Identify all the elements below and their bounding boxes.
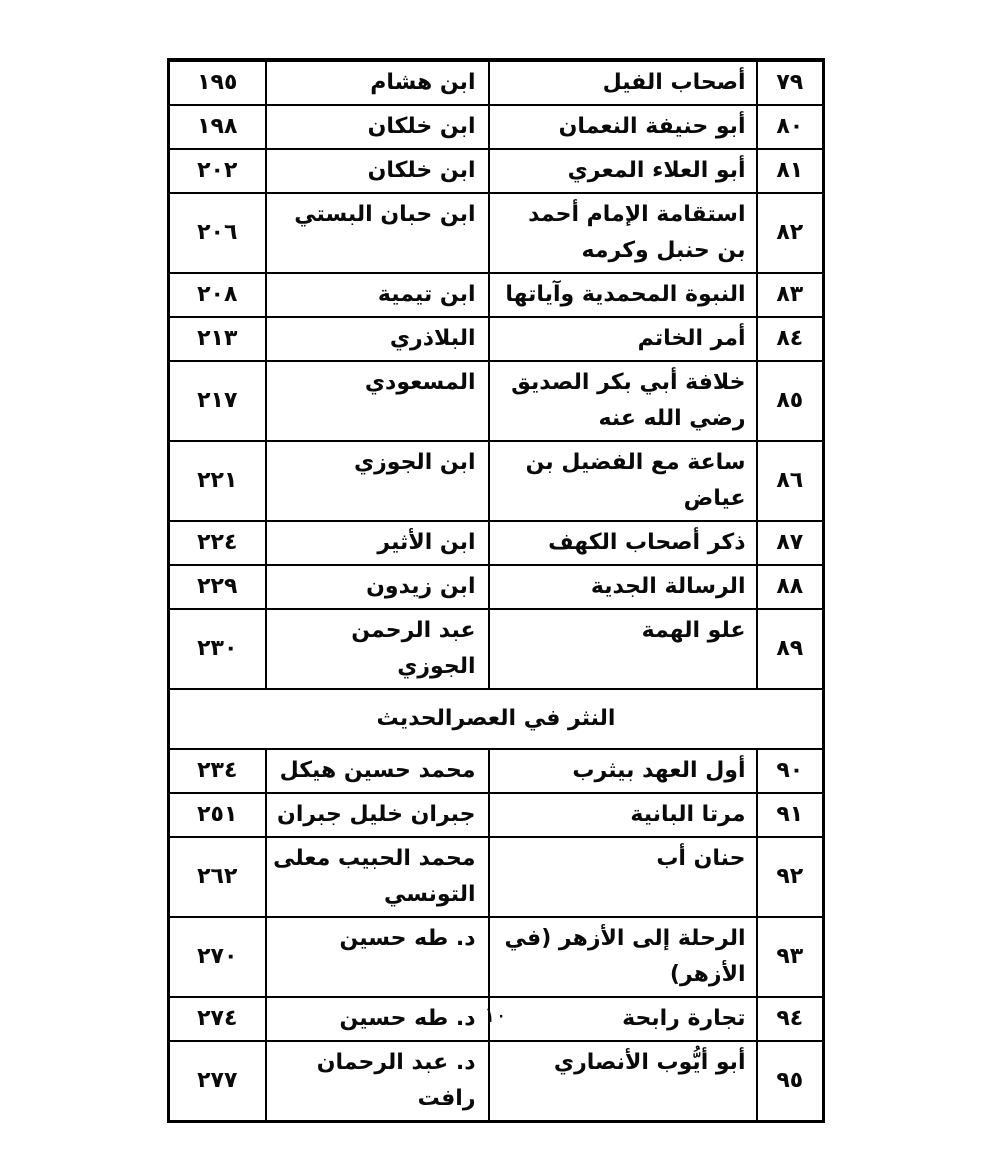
entry-author: المسعودي [266, 361, 489, 441]
entry-page-number: ٢٠٦ [169, 193, 266, 273]
toc-table-body [169, 60, 824, 1122]
entry-title: الرحلة إلى الأزهر (في الأزهر) [489, 917, 757, 997]
entry-author: ابن الأثير [266, 521, 489, 565]
table-row [169, 917, 824, 997]
entry-page-number: ١٩٥ [169, 60, 266, 105]
table-row [169, 441, 824, 521]
entry-page-number: ١٩٨ [169, 105, 266, 149]
entry-page-number: ٢٢٤ [169, 521, 266, 565]
entry-title: مرتا البانية [489, 793, 757, 837]
entry-page-number: ٢٣٤ [169, 749, 266, 793]
entry-author: محمد حسين هيكل [266, 749, 489, 793]
row-number: ٨٢ [757, 193, 824, 273]
entry-author: ابن خلكان [266, 105, 489, 149]
entry-author: البلاذري [266, 317, 489, 361]
table-row [169, 60, 824, 105]
row-number: ٩٠ [757, 749, 824, 793]
entry-author: د. طه حسين [266, 917, 489, 997]
table-row [169, 565, 824, 609]
table-row [169, 317, 824, 361]
table-row [169, 105, 824, 149]
entry-author: محمد الحبيب معلى التونسي [266, 837, 489, 917]
entry-page-number: ٢٧٧ [169, 1041, 266, 1122]
row-number: ٨٧ [757, 521, 824, 565]
table-row [169, 149, 824, 193]
entry-page-number: ٢٦٢ [169, 837, 266, 917]
row-number: ٨٤ [757, 317, 824, 361]
table-row [169, 749, 824, 793]
entry-title: علو الهمة [489, 609, 757, 689]
row-number: ٨٣ [757, 273, 824, 317]
entry-page-number: ٢٠٨ [169, 273, 266, 317]
row-number: ٨٦ [757, 441, 824, 521]
entry-author: ابن تيمية [266, 273, 489, 317]
table-row [169, 361, 824, 441]
table-row [169, 1041, 824, 1122]
entry-page-number: ٢٢٩ [169, 565, 266, 609]
entry-title: أبو أيُّوب الأنصاري [489, 1041, 757, 1122]
row-number: ٨٥ [757, 361, 824, 441]
table-row [169, 273, 824, 317]
entry-author: ابن هشام [266, 60, 489, 105]
page-number: ١٠ [484, 1003, 507, 1027]
table-row [169, 793, 824, 837]
table-of-contents [167, 58, 825, 1123]
entry-page-number: ٢٣٠ [169, 609, 266, 689]
entry-title: تجارة رابحة [489, 997, 757, 1041]
row-number: ٩١ [757, 793, 824, 837]
entry-page-number: ٢٧٠ [169, 917, 266, 997]
entry-title: خلافة أبي بكر الصديق رضي الله عنه [489, 361, 757, 441]
row-number: ٨١ [757, 149, 824, 193]
table-row [169, 521, 824, 565]
entry-author: عبد الرحمن الجوزي [266, 609, 489, 689]
entry-author: د. عبد الرحمان رافت [266, 1041, 489, 1122]
table-row [169, 193, 824, 273]
entry-title: حنان أب [489, 837, 757, 917]
entry-author: ابن حبان البستي [266, 193, 489, 273]
row-number: ٩٢ [757, 837, 824, 917]
row-number: ٩٤ [757, 997, 824, 1041]
entry-title: استقامة الإمام أحمد بن حنبل وكرمه [489, 193, 757, 273]
entry-title: أبو العلاء المعري [489, 149, 757, 193]
entry-author: ابن خلكان [266, 149, 489, 193]
row-number: ٩٣ [757, 917, 824, 997]
row-number: ٧٩ [757, 60, 824, 105]
table-row [169, 837, 824, 917]
entry-author: د. طه حسين [266, 997, 489, 1041]
section-heading-row [169, 689, 824, 749]
entry-page-number: ٢٢١ [169, 441, 266, 521]
entry-title: أبو حنيفة النعمان [489, 105, 757, 149]
section-heading: النثر في العصرالحديث [169, 689, 824, 749]
entry-page-number: ٢٥١ [169, 793, 266, 837]
table-row [169, 609, 824, 689]
entry-title: الرسالة الجدية [489, 565, 757, 609]
entry-title: ذكر أصحاب الكهف [489, 521, 757, 565]
entry-title: أول العهد بيثرب [489, 749, 757, 793]
entry-author: ابن الجوزي [266, 441, 489, 521]
entry-page-number: ٢١٣ [169, 317, 266, 361]
entry-title: أصحاب الفيل [489, 60, 757, 105]
row-number: ٩٥ [757, 1041, 824, 1122]
entry-title: ساعة مع الفضيل بن عياض [489, 441, 757, 521]
entry-author: ابن زيدون [266, 565, 489, 609]
entry-author: جبران خليل جبران [266, 793, 489, 837]
row-number: ٨٩ [757, 609, 824, 689]
entry-title: النبوة المحمدية وآياتها [489, 273, 757, 317]
entry-title: أمر الخاتم [489, 317, 757, 361]
entry-page-number: ٢١٧ [169, 361, 266, 441]
entry-page-number: ٢٠٢ [169, 149, 266, 193]
row-number: ٨٨ [757, 565, 824, 609]
row-number: ٨٠ [757, 105, 824, 149]
entry-page-number: ٢٧٤ [169, 997, 266, 1041]
